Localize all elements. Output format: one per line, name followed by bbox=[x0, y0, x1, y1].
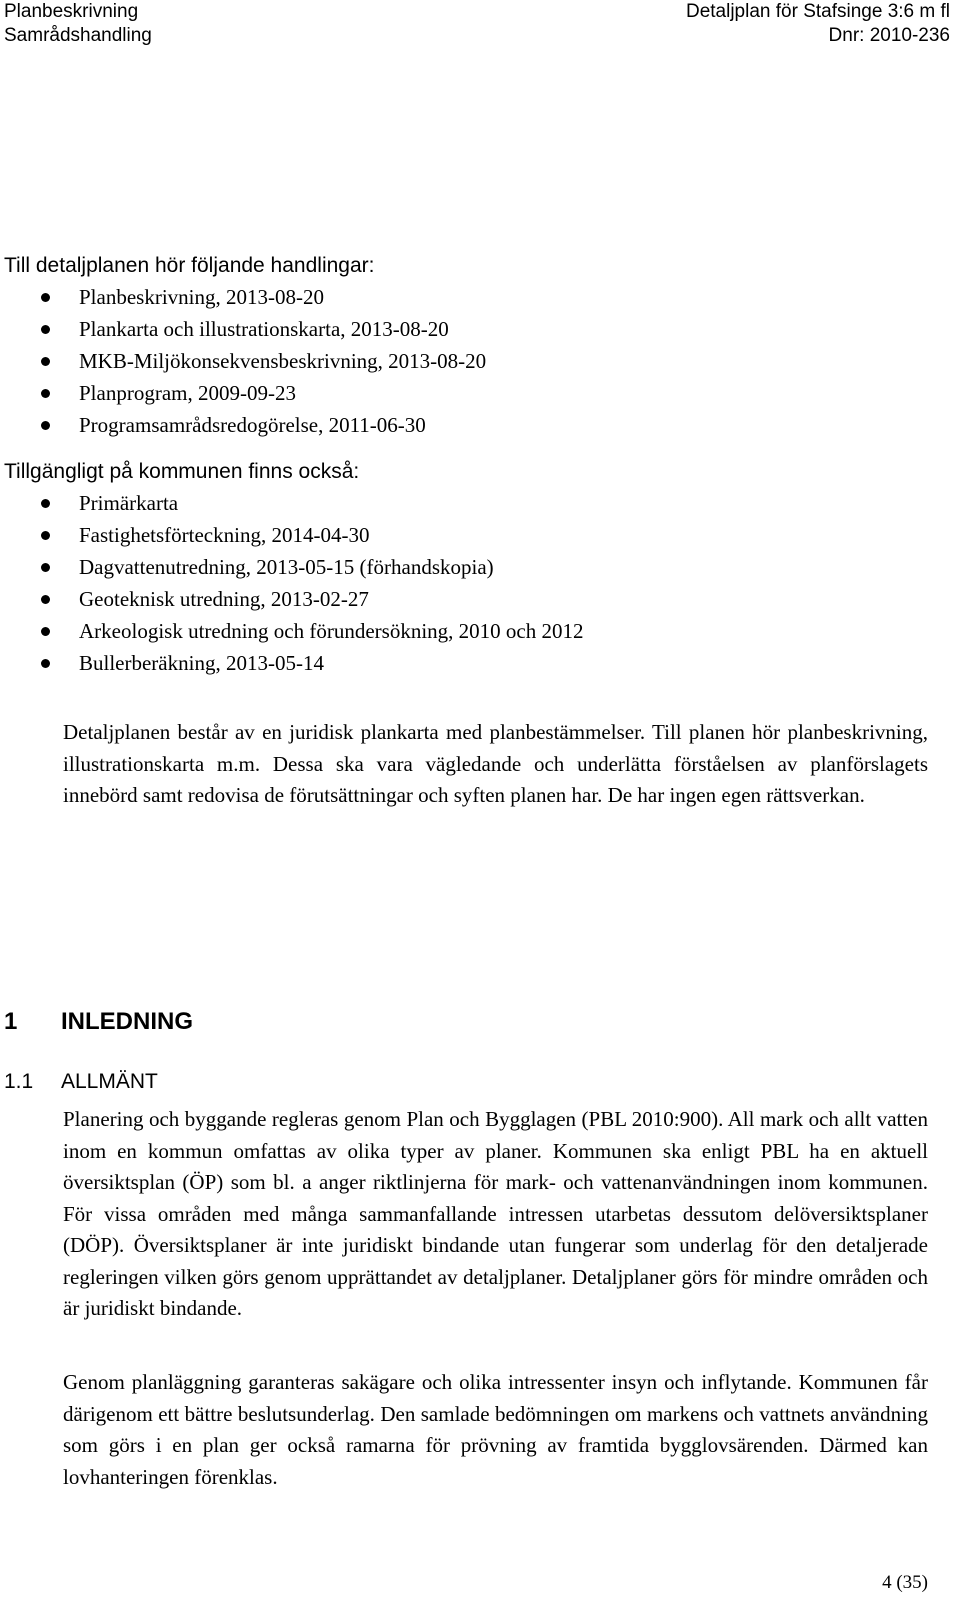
list-item: Plankarta och illustrationskarta, 2013-08-20 bbox=[0, 313, 486, 345]
list-item: Fastighetsförteckning, 2014-04-30 bbox=[0, 519, 584, 551]
list-item: Dagvattenutredning, 2013-05-15 (förhandskopia) bbox=[0, 551, 584, 583]
document-stage: Samrådshandling bbox=[4, 25, 152, 46]
documents-heading: Till detaljplanen hör följande handlingar: bbox=[4, 254, 375, 277]
diary-number: Dnr: 2010-236 bbox=[828, 25, 950, 46]
section-paragraph: Planering och byggande regleras genom Plan och Bygglagen (PBL 2010:900). All mark och allt vatten inom en kommun omfattas av olika typer av planer. Kommunen ska enligt PBL ha en aktuell översiktsplan (ÖP) som bl. a anger riktlinjerna för mark- och vattenanvändningen inom kommunen. För vissa områden med många sammanfallande intressen utarbetas dessutom delöversiktsplaner (DÖP). Översiktsplaner är inte juridiskt bindande utan fungerar som underlag för den detaljerade regleringen vilken görs genom upprättandet av detaljplaner. Detaljplaner görs för mindre områden och är juridiskt bindande. bbox=[63, 1107, 928, 1320]
bullet-icon bbox=[41, 659, 50, 668]
document-type: Planbeskrivning bbox=[4, 1, 139, 22]
list-item: Planbeskrivning, 2013-08-20 bbox=[0, 281, 486, 313]
bullet-icon bbox=[41, 531, 50, 540]
bullet-icon bbox=[41, 627, 50, 636]
section-heading-1: 1 INLEDNING bbox=[4, 1008, 193, 1035]
documents-list bbox=[0, 281, 486, 441]
available-heading: Tillgängligt på kommunen finns också: bbox=[4, 460, 360, 483]
bullet-icon bbox=[41, 389, 50, 398]
bullet-icon bbox=[41, 595, 50, 604]
list-item: Arkeologisk utredning och förundersökning, 2010 och 2012 bbox=[0, 615, 584, 647]
available-list bbox=[0, 487, 584, 679]
list-item: Primärkarta bbox=[0, 487, 584, 519]
intro-paragraph: Detaljplanen består av en juridisk plankarta med planbestämmelser. Till planen hör planbeskrivning, illustrationskarta m.m. Dessa ska vara vägledande och underlätta förståelsen av planförslagets innebörd samt redovisa de förutsättningar och syften planen har. De har ingen egen rättsverkan. bbox=[63, 720, 928, 807]
bullet-icon bbox=[41, 563, 50, 572]
bullet-icon bbox=[41, 357, 50, 366]
bullet-icon bbox=[41, 421, 50, 430]
list-item: Planprogram, 2009-09-23 bbox=[0, 377, 486, 409]
plan-title: Detaljplan för Stafsinge 3:6 m fl bbox=[685, 1, 950, 22]
list-item: Programsamrådsredogörelse, 2011-06-30 bbox=[0, 409, 486, 441]
bullet-icon bbox=[41, 325, 50, 334]
list-item: Geoteknisk utredning, 2013-02-27 bbox=[0, 583, 584, 615]
page-header-left bbox=[4, 0, 152, 48]
list-item: MKB-Miljökonsekvensbeskrivning, 2013-08-20 bbox=[0, 345, 486, 377]
page-header-right bbox=[686, 0, 950, 48]
bullet-icon bbox=[41, 499, 50, 508]
page-number: 4 (35) bbox=[882, 1572, 928, 1593]
section-heading-1-1: 1.1 ALLMÄNT bbox=[4, 1070, 158, 1093]
bullet-icon bbox=[41, 293, 50, 302]
list-item: Bullerberäkning, 2013-05-14 bbox=[0, 647, 584, 679]
section-paragraph: Genom planläggning garanteras sakägare och olika intressenter insyn och inflytande. Kommunen får därigenom ett bättre beslutsunderlag. Den samlade bedömningen om markens och vattnets användning som görs i en plan ger också ramarna för prövning av framtida bygglovsärenden. Därmed kan lovhanteringen förenklas. bbox=[63, 1370, 928, 1489]
